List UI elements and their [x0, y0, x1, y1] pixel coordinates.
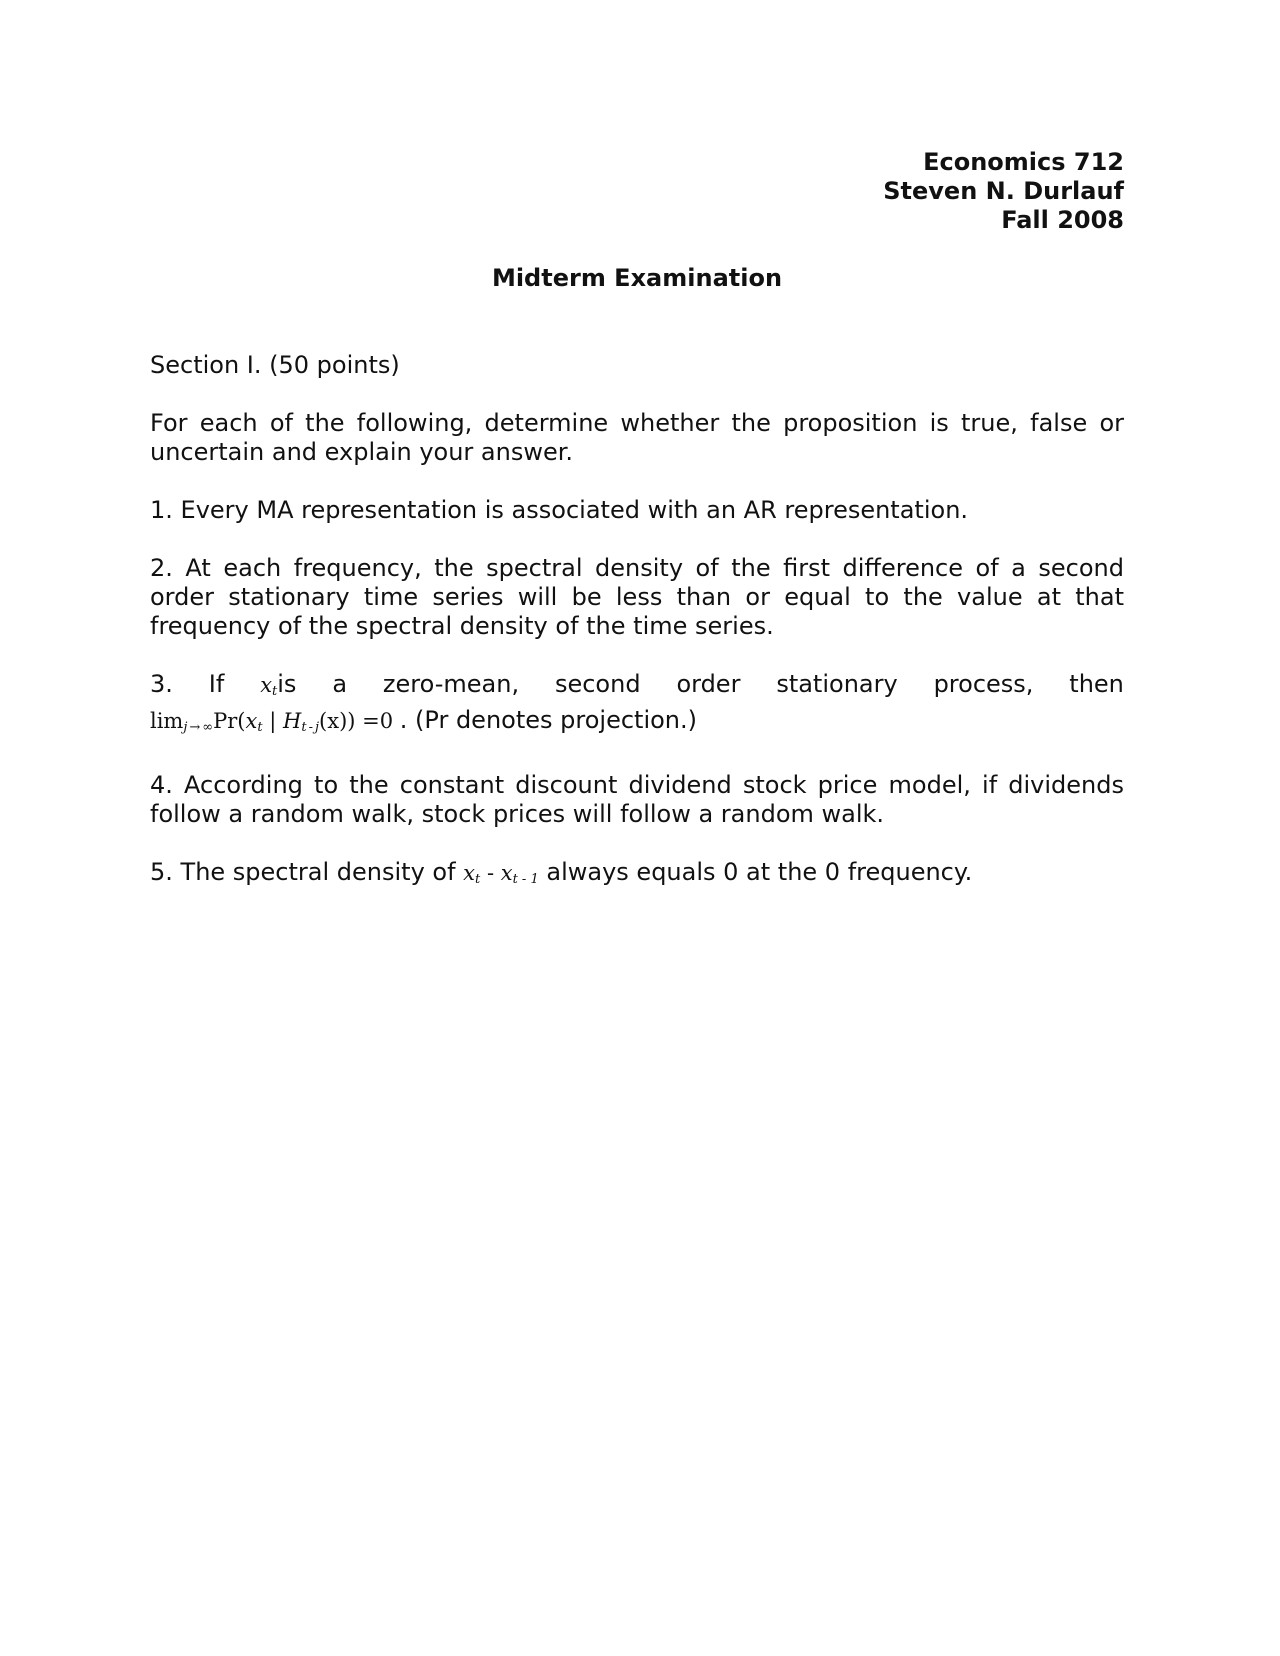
q3-word-var-is: $x_tis$ — [260, 670, 297, 699]
q3-word: stationary — [776, 670, 898, 698]
math-var-x: $x_t$ — [260, 673, 278, 699]
course-name: Economics 712 — [923, 148, 1124, 176]
exam-page — [150, 148, 1124, 894]
question-3 — [150, 670, 1124, 742]
q3-word: then — [1069, 670, 1124, 698]
q3-word: 3. — [150, 670, 173, 698]
instructor-name: Steven N. Durlauf — [883, 177, 1124, 205]
q3-word: process, — [933, 670, 1034, 698]
page-title: Midterm Examination — [491, 264, 783, 292]
q5-suffix: always equals 0 at the 0 frequency. — [546, 858, 973, 886]
q3-tail: . (Pr denotes projection.) — [399, 706, 698, 734]
question-4: 4. According to the constant discount dividend stock price model, if dividends follow a random walk, stock prices will follow a random walk. — [150, 771, 1124, 828]
question-3-line-2 — [150, 706, 1124, 742]
q5-prefix: 5. The spectral density of — [150, 858, 456, 886]
math-first-difference: $x_t - x_{t - 1}$ — [463, 861, 539, 887]
q3-word: zero-mean, — [382, 670, 520, 698]
question-5 — [150, 858, 1124, 894]
section-heading: Section I. (50 points) — [150, 351, 400, 379]
q3-word: second — [554, 670, 641, 698]
question-1: 1. Every MA representation is associated with an AR representation. — [150, 496, 969, 524]
term: Fall 2008 — [1001, 206, 1124, 234]
q3-word: order — [676, 670, 741, 698]
header-block — [150, 148, 1124, 235]
question-2: 2. At each frequency, the spectral density of the first difference of a second order stationary time series will be less than or equal to the value at that frequency of the spectral density of the time series. — [150, 554, 1124, 640]
math-limit-expression: $\lim_{j \to \infty}Pr(x_t$ | $H_{t - j}(x)) =0$ — [150, 709, 394, 735]
q3-word: If — [208, 670, 225, 698]
instructions: For each of the following, determine whether the proposition is true, false or uncertain and explain your answer. — [150, 409, 1124, 466]
q3-word: a — [332, 670, 348, 698]
question-3-line-1 — [150, 670, 1124, 706]
